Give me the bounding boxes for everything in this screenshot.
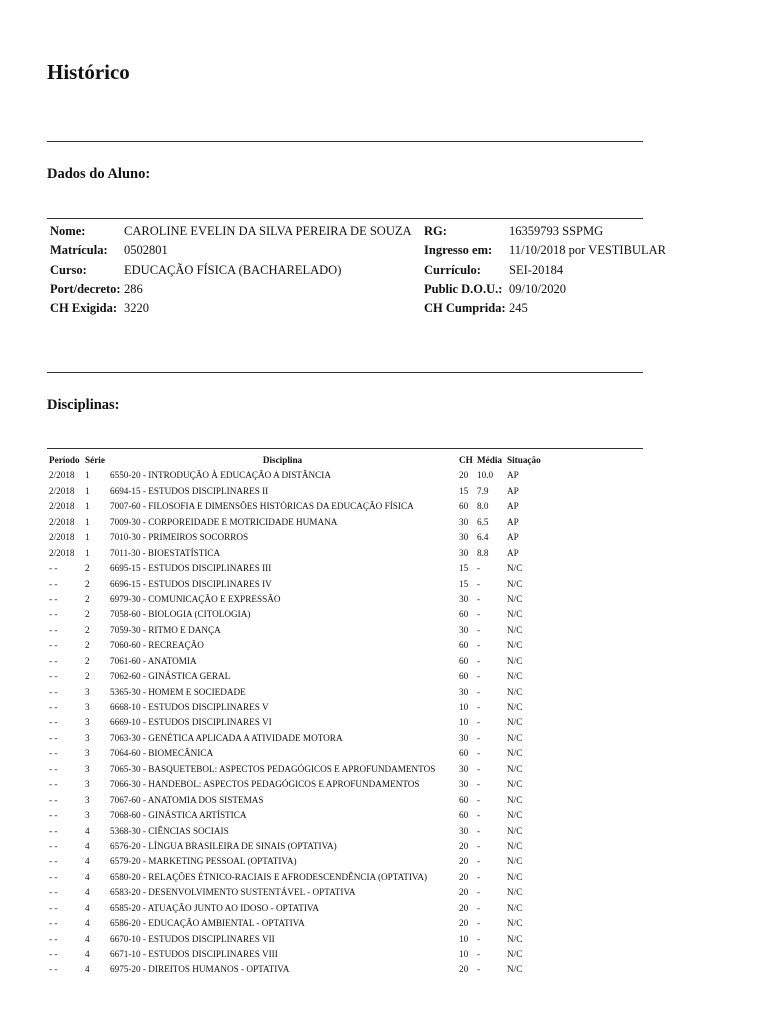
cell-ch: 30 (459, 624, 469, 635)
cell-periodo: - - (49, 902, 58, 913)
student-label: Public D.O.U.: (424, 281, 503, 296)
cell-periodo: - - (49, 871, 58, 882)
cell-ch: 10 (459, 702, 469, 712)
table-row (47, 777, 647, 792)
cell-situacao: N/C (507, 964, 523, 975)
header-situacao: Situação (507, 455, 541, 465)
cell-ch: 20 (459, 840, 469, 851)
table-row (47, 499, 647, 514)
cell-serie: 2 (85, 578, 90, 589)
cell-periodo: - - (49, 624, 58, 635)
student-label: RG: (424, 224, 447, 238)
cell-serie: 2 (85, 640, 90, 651)
student-info-row (47, 280, 687, 299)
header-periodo: Período (49, 455, 80, 465)
cell-ch: 30 (459, 779, 469, 790)
cell-ch: 20 (459, 902, 469, 913)
cell-periodo: - - (49, 810, 58, 821)
cell-periodo: - - (49, 686, 58, 697)
cell-serie: 4 (85, 840, 90, 851)
student-info-row (47, 299, 687, 318)
cell-media: - (477, 779, 481, 790)
cell-media: - (477, 918, 481, 929)
cell-ch: 60 (459, 640, 469, 651)
cell-periodo: - - (49, 933, 58, 944)
cell-periodo: - - (49, 748, 58, 759)
student-label: CH Exigida: (50, 301, 118, 316)
cell-media: - (477, 655, 481, 666)
cell-situacao: N/C (507, 655, 523, 666)
cell-periodo: - - (49, 763, 58, 774)
table-row (47, 793, 647, 808)
table-row (47, 839, 647, 854)
table-row (47, 638, 647, 653)
cell-periodo: - - (49, 887, 58, 898)
student-value: EDUCAÇÃO FÍSICA (BACHARELADO) (124, 262, 342, 277)
cell-disciplina: 7066-30 - HANDEBOL: ASPECTOS PEDAGÓGICOS E APROFUNDAMENTOS (110, 779, 420, 790)
table-row (47, 932, 647, 947)
cell-disciplina: 6975-20 - DIREITOS HUMANOS - OPTATIVA (110, 964, 290, 975)
cell-ch: 15 (459, 485, 469, 496)
cell-ch: 15 (459, 578, 469, 589)
cell-situacao: N/C (507, 810, 523, 821)
cell-serie: 1 (85, 532, 90, 543)
cell-situacao: AP (507, 485, 519, 496)
table-row (47, 870, 647, 885)
cell-serie: 1 (85, 516, 90, 527)
table-row (47, 901, 647, 916)
cell-situacao: AP (507, 516, 519, 527)
cell-periodo: - - (49, 593, 58, 604)
cell-situacao: N/C (507, 640, 523, 651)
cell-ch: 20 (459, 470, 469, 481)
table-row (47, 947, 647, 962)
student-value: CAROLINE EVELIN DA SILVA PEREIRA DE SOUZA (124, 224, 412, 238)
cell-serie: 3 (85, 686, 90, 697)
cell-situacao: AP (507, 532, 519, 543)
divider (47, 141, 643, 142)
cell-serie: 3 (85, 794, 90, 805)
cell-disciplina: 6576-20 - LÍNGUA BRASILEIRA DE SINAIS (OPTATIVA) (110, 840, 337, 851)
cell-situacao: N/C (507, 918, 523, 929)
table-row (47, 824, 647, 839)
cell-ch: 10 (459, 933, 469, 944)
cell-media: - (477, 763, 481, 774)
cell-disciplina: 6694-15 - ESTUDOS DISCIPLINARES II (110, 485, 269, 496)
cell-media: 6.5 (477, 516, 489, 527)
cell-situacao: N/C (507, 671, 523, 682)
cell-situacao: N/C (507, 902, 523, 913)
cell-periodo: - - (49, 655, 58, 666)
cell-situacao: AP (507, 470, 519, 481)
cell-serie: 2 (85, 655, 90, 666)
table-row (47, 685, 647, 700)
section-title-disciplinas: Disciplinas: (47, 397, 120, 413)
cell-situacao: N/C (507, 702, 523, 712)
cell-periodo: - - (49, 702, 58, 712)
cell-serie: 3 (85, 702, 90, 712)
cell-ch: 20 (459, 918, 469, 929)
student-value: SEI-20184 (509, 262, 564, 277)
cell-serie: 3 (85, 748, 90, 759)
header-ch: CH (459, 455, 473, 465)
cell-disciplina: 6669-10 - ESTUDOS DISCIPLINARES VI (110, 717, 272, 728)
cell-disciplina: 7062-60 - GINÁSTICA GERAL (110, 671, 231, 682)
cell-disciplina: 7058-60 - BIOLOGIA (CITOLOGIA) (110, 609, 251, 620)
table-row (47, 577, 647, 592)
table-row (47, 715, 647, 730)
cell-disciplina: 5368-30 - CIÊNCIAS SOCIAIS (110, 825, 229, 836)
table-row (47, 762, 647, 777)
cell-serie: 1 (85, 470, 90, 481)
student-label: Curso: (50, 262, 87, 277)
cell-disciplina: 7009-30 - CORPOREIDADE E MOTRICIDADE HUMANA (110, 516, 338, 527)
cell-media: - (477, 624, 481, 635)
student-value: 3220 (124, 301, 149, 316)
divider (47, 218, 643, 219)
cell-serie: 2 (85, 593, 90, 604)
cell-situacao: N/C (507, 593, 523, 604)
divider (47, 448, 643, 449)
cell-serie: 1 (85, 547, 90, 558)
cell-media: - (477, 748, 481, 759)
cell-disciplina: 6550-20 - INTRODUÇÃO À EDUCAÇÃO A DISTÂNCIA (110, 470, 332, 481)
cell-situacao: AP (507, 501, 519, 512)
cell-periodo: - - (49, 609, 58, 620)
cell-disciplina: 6586-20 - EDUCAÇÃO AMBIENTAL - OPTATIVA (110, 918, 305, 929)
cell-serie: 3 (85, 717, 90, 728)
student-value: 11/10/2018 por VESTIBULAR (509, 243, 666, 258)
divider (47, 372, 643, 373)
cell-periodo: - - (49, 825, 58, 836)
cell-situacao: N/C (507, 856, 523, 867)
table-row (47, 700, 647, 715)
cell-media: - (477, 702, 481, 712)
cell-periodo: - - (49, 578, 58, 589)
cell-media: - (477, 563, 481, 574)
table-row (47, 546, 647, 561)
cell-ch: 60 (459, 810, 469, 821)
cell-disciplina: 6580-20 - RELAÇÕES ÉTNICO-RACIAIS E AFRODESCENDÊNCIA (OPTATIVA) (110, 871, 428, 882)
cell-serie: 4 (85, 825, 90, 836)
cell-ch: 10 (459, 949, 469, 959)
cell-disciplina: 6670-10 - ESTUDOS DISCIPLINARES VII (110, 933, 275, 944)
student-info (47, 222, 687, 318)
cell-situacao: N/C (507, 748, 523, 759)
table-row (47, 654, 647, 669)
cell-serie: 2 (85, 563, 90, 574)
table-row (47, 561, 647, 576)
cell-media: - (477, 856, 481, 867)
table-row (47, 530, 647, 545)
cell-disciplina: 6979-30 - COMUNICAÇÃO E EXPRESSÃO (110, 593, 281, 604)
table-body (47, 468, 647, 977)
cell-periodo: - - (49, 918, 58, 929)
cell-periodo: 2/2018 (49, 532, 75, 543)
cell-serie: 2 (85, 624, 90, 635)
cell-serie: 1 (85, 485, 90, 496)
cell-situacao: AP (507, 547, 519, 558)
cell-situacao: N/C (507, 624, 523, 635)
section-title-dados-aluno: Dados do Aluno: (47, 166, 151, 182)
cell-disciplina: 7059-30 - RITMO E DANÇA (110, 624, 221, 635)
cell-media: 7.9 (477, 485, 489, 496)
cell-media: 8.0 (477, 501, 489, 512)
header-serie: Série (85, 455, 105, 465)
cell-ch: 60 (459, 794, 469, 805)
cell-serie: 3 (85, 779, 90, 790)
cell-ch: 20 (459, 856, 469, 867)
cell-ch: 15 (459, 563, 469, 574)
cell-media: - (477, 717, 481, 728)
cell-serie: 3 (85, 763, 90, 774)
cell-serie: 4 (85, 949, 90, 959)
cell-media: - (477, 732, 481, 743)
student-label: Currículo: (424, 262, 481, 277)
cell-ch: 20 (459, 887, 469, 898)
table-row (47, 885, 647, 900)
student-label: Ingresso em: (424, 243, 493, 258)
table-row (47, 515, 647, 530)
cell-ch: 20 (459, 871, 469, 882)
cell-disciplina: 6668-10 - ESTUDOS DISCIPLINARES V (110, 702, 269, 712)
header-disciplina: Disciplina (262, 455, 303, 465)
cell-periodo: - - (49, 840, 58, 851)
cell-ch: 30 (459, 686, 469, 697)
cell-media: - (477, 871, 481, 882)
page-title: Histórico (47, 60, 130, 84)
cell-serie: 4 (85, 933, 90, 944)
cell-serie: 4 (85, 902, 90, 913)
cell-ch: 30 (459, 547, 469, 558)
header-media: Média (477, 455, 503, 465)
cell-disciplina: 6579-20 - MARKETING PESSOAL (OPTATIVA) (110, 856, 297, 867)
cell-disciplina: 6671-10 - ESTUDOS DISCIPLINARES VIII (110, 949, 278, 959)
cell-periodo: 2/2018 (49, 470, 75, 481)
cell-ch: 30 (459, 732, 469, 743)
cell-ch: 60 (459, 501, 469, 512)
cell-serie: 4 (85, 887, 90, 898)
student-label: Port/decreto: (50, 281, 121, 296)
cell-ch: 30 (459, 516, 469, 527)
cell-media: - (477, 887, 481, 898)
table-row (47, 592, 647, 607)
table-row (47, 854, 647, 869)
cell-ch: 60 (459, 748, 469, 759)
cell-serie: 2 (85, 609, 90, 620)
cell-situacao: N/C (507, 717, 523, 728)
table-row (47, 746, 647, 761)
cell-situacao: N/C (507, 949, 523, 959)
cell-disciplina: 6583-20 - DESENVOLVIMENTO SUSTENTÁVEL - OPTATIVA (110, 887, 356, 898)
cell-serie: 3 (85, 810, 90, 821)
cell-disciplina: 7064-60 - BIOMECÂNICA (110, 748, 214, 759)
cell-situacao: N/C (507, 563, 523, 574)
cell-situacao: N/C (507, 840, 523, 851)
cell-situacao: N/C (507, 871, 523, 882)
student-info-row (47, 222, 687, 241)
cell-media: - (477, 686, 481, 697)
table-row (47, 468, 647, 483)
cell-media: - (477, 671, 481, 682)
student-label: Nome: (50, 224, 86, 238)
student-value: 286 (124, 281, 143, 296)
cell-situacao: N/C (507, 933, 523, 944)
cell-serie: 4 (85, 871, 90, 882)
student-info-row (47, 241, 687, 260)
cell-serie: 3 (85, 732, 90, 743)
cell-ch: 20 (459, 964, 469, 975)
cell-media: - (477, 593, 481, 604)
cell-disciplina: 6585-20 - ATUAÇÃO JUNTO AO IDOSO - OPTATIVA (110, 902, 319, 913)
cell-situacao: N/C (507, 887, 523, 898)
cell-serie: 1 (85, 501, 90, 512)
cell-media: - (477, 933, 481, 944)
cell-situacao: N/C (507, 825, 523, 836)
student-label: CH Cumprida: (424, 301, 506, 316)
cell-disciplina: 7007-60 - FILOSOFIA E DIMENSÕES HISTÓRICAS DA EDUCAÇÃO FÍSICA (110, 501, 414, 512)
cell-periodo: - - (49, 671, 58, 682)
table-row (47, 623, 647, 638)
cell-periodo: 2/2018 (49, 485, 75, 496)
cell-disciplina: 6695-15 - ESTUDOS DISCIPLINARES III (110, 563, 272, 574)
student-value: 16359793 SSPMG (509, 224, 604, 238)
cell-periodo: - - (49, 779, 58, 790)
table-row (47, 607, 647, 622)
cell-media: - (477, 949, 481, 959)
table-header (47, 453, 647, 468)
table-row (47, 916, 647, 931)
table-row (47, 962, 647, 977)
cell-disciplina: 5365-30 - HOMEM E SOCIEDADE (110, 686, 246, 697)
cell-media: - (477, 810, 481, 821)
cell-media: - (477, 640, 481, 651)
cell-situacao: N/C (507, 686, 523, 697)
cell-periodo: - - (49, 732, 58, 743)
student-value: 09/10/2020 (509, 281, 566, 296)
student-value: 0502801 (124, 243, 168, 258)
cell-media: 6.4 (477, 532, 489, 543)
cell-disciplina: 7011-30 - BIOESTATÍSTICA (110, 547, 221, 558)
cell-periodo: 2/2018 (49, 547, 75, 558)
cell-media: - (477, 825, 481, 836)
cell-situacao: N/C (507, 779, 523, 790)
cell-ch: 60 (459, 609, 469, 620)
cell-periodo: - - (49, 717, 58, 728)
cell-ch: 10 (459, 717, 469, 728)
cell-ch: 60 (459, 655, 469, 666)
disciplinas-table (47, 453, 647, 978)
cell-situacao: N/C (507, 794, 523, 805)
cell-media: - (477, 794, 481, 805)
cell-periodo: - - (49, 949, 58, 959)
cell-situacao: N/C (507, 578, 523, 589)
cell-periodo: 2/2018 (49, 501, 75, 512)
cell-situacao: N/C (507, 609, 523, 620)
cell-disciplina: 7061-60 - ANATOMIA (110, 655, 197, 666)
cell-media: - (477, 964, 481, 975)
cell-serie: 4 (85, 918, 90, 929)
cell-media: - (477, 840, 481, 851)
table-row (47, 808, 647, 823)
student-value: 245 (509, 301, 528, 316)
table-row (47, 669, 647, 684)
cell-ch: 60 (459, 671, 469, 682)
cell-serie: 4 (85, 964, 90, 975)
table-row (47, 484, 647, 499)
cell-periodo: 2/2018 (49, 516, 75, 527)
cell-media: - (477, 902, 481, 913)
cell-situacao: N/C (507, 732, 523, 743)
cell-media: - (477, 609, 481, 620)
student-info-row (47, 261, 687, 280)
cell-disciplina: 6696-15 - ESTUDOS DISCIPLINARES IV (110, 578, 272, 589)
cell-disciplina: 7067-60 - ANATOMIA DOS SISTEMAS (110, 794, 264, 805)
cell-situacao: N/C (507, 763, 523, 774)
cell-ch: 30 (459, 532, 469, 543)
cell-ch: 30 (459, 763, 469, 774)
cell-media: 10.0 (477, 470, 494, 481)
cell-serie: 2 (85, 671, 90, 682)
cell-periodo: - - (49, 640, 58, 651)
cell-disciplina: 7063-30 - GENÉTICA APLICADA A ATIVIDADE MOTORA (110, 732, 343, 743)
cell-ch: 30 (459, 593, 469, 604)
cell-serie: 4 (85, 856, 90, 867)
cell-disciplina: 7060-60 - RECREAÇÃO (110, 640, 204, 651)
cell-media: 8.8 (477, 547, 489, 558)
student-label: Matrícula: (50, 243, 108, 258)
cell-periodo: - - (49, 563, 58, 574)
cell-periodo: - - (49, 794, 58, 805)
cell-disciplina: 7010-30 - PRIMEIROS SOCORROS (110, 532, 249, 543)
cell-disciplina: 7065-30 - BASQUETEBOL: ASPECTOS PEDAGÓGICOS E APROFUNDAMENTOS (110, 763, 436, 774)
table-row (47, 731, 647, 746)
cell-periodo: - - (49, 856, 58, 867)
cell-periodo: - - (49, 964, 58, 975)
cell-ch: 30 (459, 825, 469, 836)
cell-disciplina: 7068-60 - GINÁSTICA ARTÍSTICA (110, 810, 247, 821)
cell-media: - (477, 578, 481, 589)
